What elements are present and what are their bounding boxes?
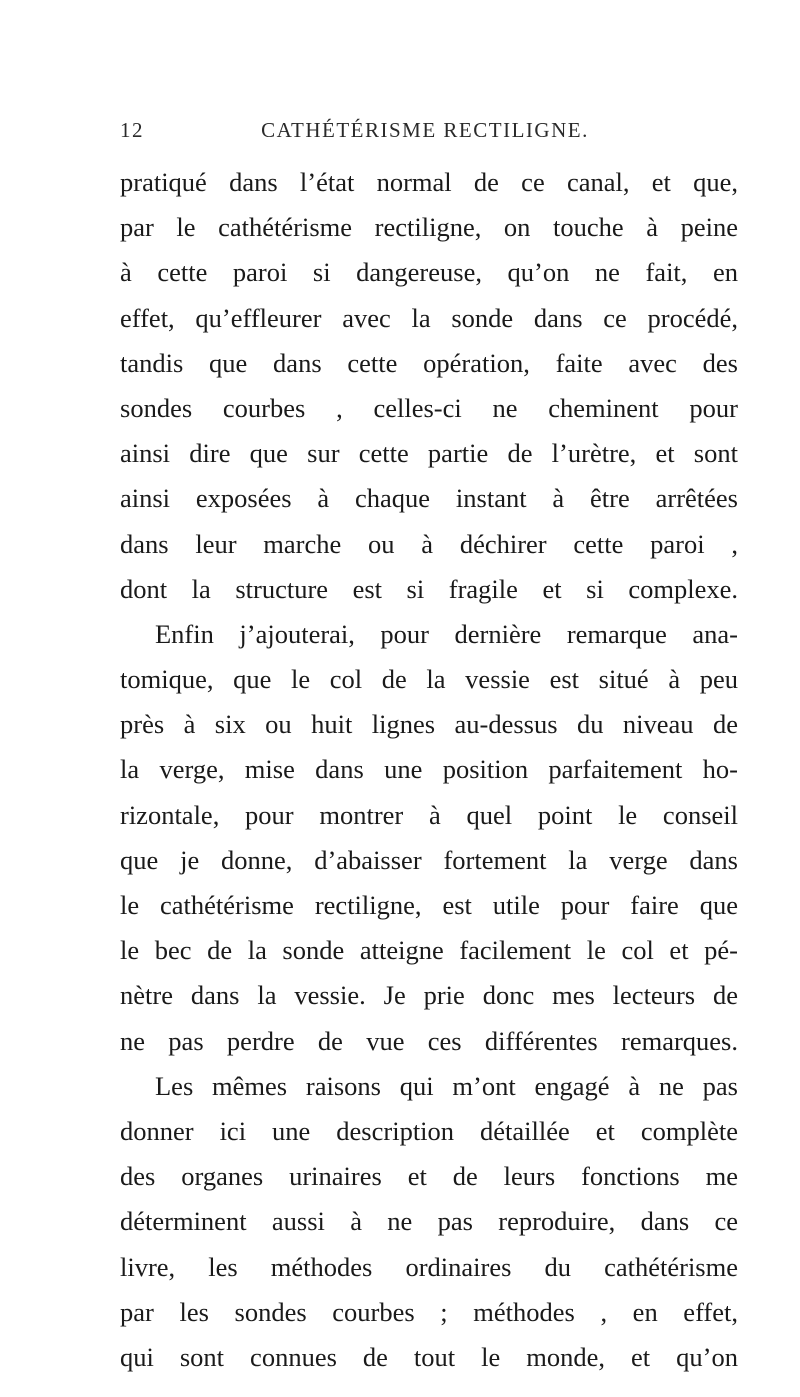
text-line: à cette paroi si dangereuse, qu’on ne fait, en	[120, 257, 738, 288]
text-line: tandis que dans cette opération, faite avec des	[120, 347, 738, 378]
text-line: nètre dans la vessie. Je prie donc mes lecteurs de	[120, 980, 738, 1011]
body-text	[120, 160, 738, 1380]
text-line: des organes urinaires et de leurs fonctions me	[120, 1161, 738, 1192]
text-line: la verge, mise dans une position parfaitement ho-	[120, 754, 738, 785]
text-line: que je donne, d’abaisser fortement la verge dans	[120, 844, 738, 875]
text-line: effet, qu’effleurer avec la sonde dans ce procédé,	[120, 302, 738, 333]
text-line: près à six ou huit lignes au-dessus du niveau de	[120, 709, 738, 740]
text-line: ne pas perdre de vue ces différentes remarques.	[120, 1025, 738, 1056]
running-title: CATHÉTÉRISME RECTILIGNE.	[261, 118, 589, 142]
text-line: qui sont connues de tout le monde, et qu’on	[120, 1341, 738, 1372]
text-line: dont la structure est si fragile et si complexe.	[120, 573, 738, 604]
page-number: 12	[120, 118, 144, 142]
text-line: par le cathétérisme rectiligne, on touche à peine	[120, 212, 738, 243]
paragraph-start-line: Enfin j’ajouterai, pour dernière remarque ana-	[155, 618, 738, 649]
text-line: ainsi dire que sur cette partie de l’urètre, et sont	[120, 438, 738, 469]
text-line: tomique, que le col de la vessie est situé à peu	[120, 664, 738, 695]
text-line: déterminent aussi à ne pas reproduire, dans ce	[120, 1206, 738, 1237]
text-line: dans leur marche ou à déchirer cette paroi ,	[120, 528, 738, 559]
text-line: par les sondes courbes ; méthodes , en effet,	[120, 1296, 738, 1327]
text-line: donner ici une description détaillée et complète	[120, 1115, 738, 1146]
text-line: ainsi exposées à chaque instant à être arrêtées	[120, 483, 738, 514]
text-line: livre, les méthodes ordinaires du cathétérisme	[120, 1251, 738, 1282]
text-line: rizontale, pour montrer à quel point le conseil	[120, 799, 738, 830]
text-line: pratiqué dans l’état normal de ce canal, et que,	[120, 167, 738, 197]
text-line: sondes courbes , celles-ci ne cheminent pour	[120, 392, 738, 423]
text-line: le cathétérisme rectiligne, est utile pour faire que	[120, 890, 738, 920]
paragraph-start-line: Les mêmes raisons qui m’ont engagé à ne pas	[155, 1070, 738, 1101]
running-head	[120, 118, 720, 148]
text-line: le bec de la sonde atteigne facilement le col et pé-	[120, 935, 738, 966]
